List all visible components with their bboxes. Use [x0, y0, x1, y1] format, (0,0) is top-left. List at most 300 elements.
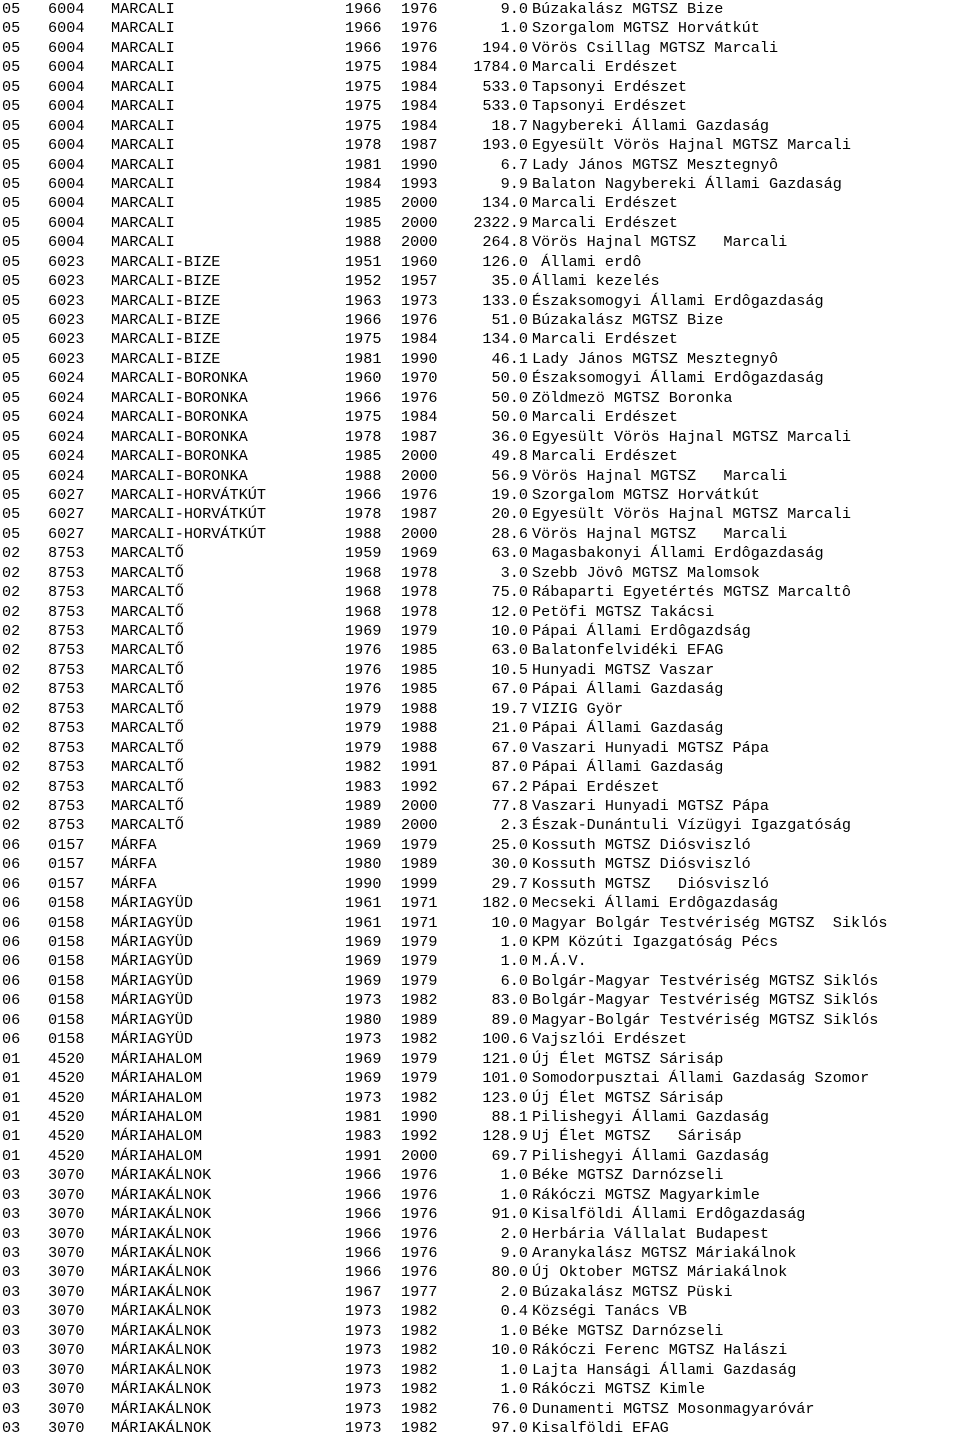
year-to: 1988	[401, 738, 438, 757]
region-code: 03	[2, 1399, 21, 1418]
owner-name: Kossuth MGTSZ Diósviszló	[532, 855, 751, 874]
settlement-name: MARCALTŐ	[111, 583, 184, 602]
area-value: 49.8	[491, 447, 528, 466]
owner-name: Lajta Hansági Állami Gazdaság	[532, 1360, 797, 1379]
owner-name: Balaton Nagybereki Állami Gazdaság	[532, 174, 842, 193]
year-to: 1982	[401, 1380, 438, 1399]
year-from: 1990	[345, 874, 382, 893]
year-to: 1979	[401, 1049, 438, 1068]
year-to: 1984	[401, 116, 438, 135]
settlement-name: MÁRIAKÁLNOK	[111, 1321, 212, 1340]
owner-name: Vörös Hajnal MGTSZ Marcali	[532, 233, 788, 252]
year-to: 1979	[401, 971, 438, 990]
area-value: 1.0	[500, 1166, 528, 1185]
year-to: 1988	[401, 719, 438, 738]
year-from: 1979	[345, 738, 382, 757]
record-row	[2, 816, 960, 835]
settlement-code: 8753	[48, 544, 85, 563]
region-code: 02	[2, 816, 21, 835]
settlement-code: 6004	[48, 194, 85, 213]
record-row	[2, 233, 960, 252]
region-code: 05	[2, 116, 21, 135]
owner-name: Pápai Állami Erdôgazdság	[532, 622, 751, 640]
record-row	[2, 952, 960, 971]
region-code: 03	[2, 1360, 21, 1379]
settlement-name: MARCALI	[111, 136, 175, 155]
settlement-code: 8753	[48, 758, 85, 777]
year-from: 1952	[345, 272, 382, 291]
owner-name: Bolgár-Magyar Testvériség MGTSZ Siklós	[532, 991, 879, 1010]
settlement-code: 8753	[48, 602, 85, 621]
settlement-code: 3070	[48, 1399, 85, 1418]
year-to: 1989	[401, 1010, 438, 1029]
year-to: 2000	[401, 524, 438, 543]
settlement-code: 0158	[48, 971, 85, 990]
record-row	[2, 1050, 960, 1069]
settlement-code: 6004	[48, 58, 85, 77]
settlement-name: MÁRIAKÁLNOK	[111, 1302, 212, 1321]
owner-name: Észak-Dunántuli Vízügyi Igazgatóság	[532, 816, 851, 835]
region-code: 06	[2, 991, 21, 1010]
region-code: 03	[2, 1185, 21, 1204]
owner-name: Szorgalom MGTSZ Horvátkút	[532, 485, 760, 504]
area-value: 194.0	[482, 38, 528, 57]
area-value: 28.6	[491, 524, 528, 543]
year-from: 1966	[345, 1263, 382, 1282]
owner-name: Marcali Erdészet	[532, 408, 678, 427]
year-from: 1978	[345, 136, 382, 155]
region-code: 05	[2, 194, 21, 213]
year-to: 1985	[401, 641, 438, 660]
year-to: 2000	[401, 213, 438, 232]
year-from: 1966	[345, 1185, 382, 1204]
area-value: 80.0	[491, 1263, 528, 1282]
year-to: 1991	[401, 758, 438, 777]
settlement-code: 0158	[48, 933, 85, 951]
settlement-code: 6024	[48, 408, 85, 427]
record-row	[2, 19, 960, 38]
owner-name: Magasbakonyi Állami Erdôgazdaság	[532, 544, 824, 563]
area-value: 67.2	[491, 777, 528, 796]
region-code: 05	[2, 388, 21, 407]
record-row	[2, 39, 960, 58]
settlement-name: MÁRIAKÁLNOK	[111, 1418, 212, 1437]
settlement-name: MÁRIAKÁLNOK	[111, 1244, 212, 1262]
year-from: 1966	[345, 311, 382, 329]
year-from: 1966	[345, 388, 382, 407]
settlement-name: MARCALTŐ	[111, 660, 184, 679]
area-value: 19.0	[491, 485, 528, 504]
settlement-name: MARCALI-BORONKA	[111, 408, 248, 427]
year-from: 1959	[345, 544, 382, 563]
area-value: 1.0	[500, 1185, 528, 1204]
settlement-name: MARCALI-BIZE	[111, 272, 221, 291]
settlement-name: MARCALI-BORONKA	[111, 388, 248, 407]
owner-name: Marcali Erdészet	[532, 58, 678, 77]
record-row	[2, 1302, 960, 1321]
settlement-code: 8753	[48, 660, 85, 679]
settlement-code: 3070	[48, 1341, 85, 1360]
area-value: 101.0	[482, 1069, 528, 1088]
owner-name: Kossuth MGTSZ Diósviszló	[532, 874, 769, 893]
owner-name: Szorgalom MGTSZ Horvátkút	[532, 19, 760, 38]
year-from: 1976	[345, 680, 382, 699]
year-to: 1978	[401, 583, 438, 602]
region-code: 05	[2, 427, 21, 446]
area-value: 36.0	[491, 427, 528, 446]
owner-name: Vörös Csillag MGTSZ Marcali	[532, 38, 779, 57]
settlement-name: MARCALI-BORONKA	[111, 369, 248, 388]
region-code: 01	[2, 1107, 21, 1126]
settlement-name: MÁRIAHALOM	[111, 1146, 203, 1165]
area-value: 2.0	[500, 1224, 528, 1243]
owner-name: Somodorpusztai Állami Gazdaság Szomor	[532, 1069, 870, 1088]
settlement-name: MARCALI-BORONKA	[111, 427, 248, 446]
year-to: 1984	[401, 58, 438, 77]
area-value: 21.0	[491, 719, 528, 738]
area-value: 126.0	[482, 252, 528, 271]
settlement-name: MARCALI	[111, 19, 175, 38]
region-code: 03	[2, 1263, 21, 1282]
settlement-name: MÁRIAGYÜD	[111, 894, 194, 913]
owner-name: Lady János MGTSZ Mesztegnyô	[532, 155, 779, 174]
year-from: 1976	[345, 660, 382, 679]
settlement-name: MÁRIAGYÜD	[111, 971, 194, 990]
record-row	[2, 1069, 960, 1088]
region-code: 03	[2, 1282, 21, 1301]
settlement-code: 3070	[48, 1244, 85, 1262]
year-to: 1976	[401, 1224, 438, 1243]
record-row	[2, 1341, 960, 1360]
settlement-code: 6024	[48, 427, 85, 446]
region-code: 02	[2, 777, 21, 796]
area-value: 3.0	[500, 563, 528, 582]
year-from: 1985	[345, 213, 382, 232]
settlement-name: MARCALI	[111, 194, 175, 213]
owner-name: Vaszari Hunyadi MGTSZ Pápa	[532, 738, 769, 757]
settlement-code: 6004	[48, 0, 85, 18]
region-code: 05	[2, 291, 21, 310]
year-to: 1976	[401, 1166, 438, 1185]
year-from: 1968	[345, 583, 382, 602]
settlement-name: MARCALTŐ	[111, 699, 184, 718]
year-from: 1969	[345, 1049, 382, 1068]
record-row	[2, 875, 960, 894]
settlement-code: 6024	[48, 369, 85, 388]
owner-name: Szebb Jövô MGTSZ Malomsok	[532, 563, 760, 582]
area-value: 76.0	[491, 1399, 528, 1418]
owner-name: Rábaparti Egyetértés MGTSZ Marcaltô	[532, 583, 851, 602]
settlement-name: MÁRIAGYÜD	[111, 991, 194, 1010]
year-to: 1982	[401, 1321, 438, 1340]
year-from: 1979	[345, 699, 382, 718]
settlement-code: 3070	[48, 1185, 85, 1204]
year-to: 1969	[401, 544, 438, 563]
region-code: 05	[2, 485, 21, 504]
owner-name: KPM Közúti Igazgatóság Pécs	[532, 933, 779, 951]
year-from: 1984	[345, 174, 382, 193]
area-value: 6.0	[500, 971, 528, 990]
settlement-code: 8753	[48, 719, 85, 738]
record-row	[2, 680, 960, 699]
year-to: 1978	[401, 563, 438, 582]
settlement-code: 3070	[48, 1302, 85, 1321]
settlement-code: 6004	[48, 19, 85, 38]
year-from: 1969	[345, 971, 382, 990]
owner-name: VIZIG Györ	[532, 699, 624, 718]
year-to: 1992	[401, 777, 438, 796]
owner-name: Magyar-Bolgár Testvériség MGTSZ Siklós	[532, 1010, 879, 1029]
area-value: 1784.0	[473, 58, 528, 77]
record-row	[2, 1108, 960, 1127]
year-to: 1978	[401, 602, 438, 621]
record-row	[2, 330, 960, 349]
region-code: 02	[2, 583, 21, 602]
settlement-name: MARCALI-BIZE	[111, 291, 221, 310]
settlement-code: 8753	[48, 583, 85, 602]
settlement-name: MÁRIAKÁLNOK	[111, 1282, 212, 1301]
year-to: 2000	[401, 466, 438, 485]
year-to: 1979	[401, 622, 438, 640]
record-row	[2, 778, 960, 797]
area-value: 88.1	[491, 1107, 528, 1126]
year-to: 2000	[401, 796, 438, 815]
area-value: 29.7	[491, 874, 528, 893]
year-to: 1982	[401, 1341, 438, 1360]
record-row	[2, 700, 960, 719]
owner-name: Zöldmezö MGTSZ Boronka	[532, 388, 733, 407]
year-to: 1984	[401, 77, 438, 96]
year-from: 1973	[345, 1418, 382, 1437]
year-from: 1975	[345, 77, 382, 96]
region-code: 05	[2, 19, 21, 38]
settlement-code: 3070	[48, 1166, 85, 1185]
record-row	[2, 1089, 960, 1108]
area-value: 264.8	[482, 233, 528, 252]
settlement-code: 4520	[48, 1107, 85, 1126]
settlement-code: 0158	[48, 894, 85, 913]
owner-name: Rákóczi MGTSZ Kimle	[532, 1380, 706, 1399]
year-to: 1990	[401, 155, 438, 174]
region-code: 05	[2, 252, 21, 271]
owner-name: Petöfi MGTSZ Takácsi	[532, 602, 715, 621]
owner-name: Aranykalász MGTSZ Máriakálnok	[532, 1244, 797, 1262]
year-to: 1987	[401, 505, 438, 524]
year-to: 2000	[401, 1146, 438, 1165]
settlement-name: MARCALTŐ	[111, 758, 184, 777]
year-to: 1976	[401, 38, 438, 57]
settlement-code: 3070	[48, 1321, 85, 1340]
year-to: 1970	[401, 369, 438, 388]
settlement-code: 4520	[48, 1146, 85, 1165]
record-row	[2, 292, 960, 311]
area-value: 50.0	[491, 369, 528, 388]
settlement-name: MARCALTŐ	[111, 777, 184, 796]
owner-name: Marcali Erdészet	[532, 447, 678, 466]
record-row	[2, 1225, 960, 1244]
area-value: 1.0	[500, 1380, 528, 1399]
record-row	[2, 369, 960, 388]
settlement-code: 0157	[48, 874, 85, 893]
settlement-name: MARCALTŐ	[111, 622, 184, 640]
record-row	[2, 739, 960, 758]
year-from: 1991	[345, 1146, 382, 1165]
owner-name: Lady János MGTSZ Mesztegnyô	[532, 349, 779, 368]
year-from: 1988	[345, 524, 382, 543]
settlement-name: MÁRIAHALOM	[111, 1107, 203, 1126]
owner-name: Új Élet MGTSZ Sárisáp	[532, 1088, 724, 1107]
owner-name: Állami kezelés	[532, 272, 660, 291]
settlement-name: MARCALI	[111, 77, 175, 96]
settlement-code: 6023	[48, 330, 85, 349]
owner-name: Bolgár-Magyar Testvériség MGTSZ Siklós	[532, 971, 879, 990]
owner-name: Vajszlói Erdészet	[532, 1030, 687, 1049]
year-to: 1960	[401, 252, 438, 271]
owner-name: Egyesült Vörös Hajnal MGTSZ Marcali	[532, 427, 851, 446]
year-from: 1966	[345, 1244, 382, 1262]
year-to: 1976	[401, 485, 438, 504]
year-to: 2000	[401, 194, 438, 213]
year-to: 1979	[401, 933, 438, 951]
settlement-code: 3070	[48, 1263, 85, 1282]
owner-name: Pápai Erdészet	[532, 777, 660, 796]
year-to: 1976	[401, 388, 438, 407]
record-row	[2, 894, 960, 913]
region-code: 03	[2, 1166, 21, 1185]
year-from: 1966	[345, 1205, 382, 1224]
area-value: 9.0	[500, 0, 528, 18]
region-code: 05	[2, 77, 21, 96]
owner-name: Pápai Állami Gazdaság	[532, 758, 724, 777]
year-to: 1982	[401, 991, 438, 1010]
year-to: 1985	[401, 680, 438, 699]
settlement-name: MARCALI-HORVÁTKÚT	[111, 505, 266, 524]
year-from: 1963	[345, 291, 382, 310]
settlement-code: 6023	[48, 252, 85, 271]
settlement-name: MARCALI-BIZE	[111, 349, 221, 368]
region-code: 06	[2, 971, 21, 990]
year-to: 2000	[401, 816, 438, 835]
area-value: 56.9	[491, 466, 528, 485]
area-value: 12.0	[491, 602, 528, 621]
year-to: 1982	[401, 1360, 438, 1379]
record-row	[2, 1244, 960, 1263]
record-row	[2, 156, 960, 175]
settlement-code: 6027	[48, 524, 85, 543]
year-to: 1976	[401, 1205, 438, 1224]
settlement-code: 6004	[48, 155, 85, 174]
area-value: 182.0	[482, 894, 528, 913]
area-value: 123.0	[482, 1088, 528, 1107]
area-value: 134.0	[482, 194, 528, 213]
record-row	[2, 933, 960, 952]
settlement-name: MÁRIAKÁLNOK	[111, 1341, 212, 1360]
owner-name: Hunyadi MGTSZ Vaszar	[532, 660, 715, 679]
year-to: 1976	[401, 1185, 438, 1204]
settlement-name: MARCALI	[111, 0, 175, 18]
area-value: 67.0	[491, 738, 528, 757]
settlement-code: 6004	[48, 174, 85, 193]
year-to: 1990	[401, 1107, 438, 1126]
settlement-code: 8753	[48, 816, 85, 835]
year-to: 1976	[401, 1263, 438, 1282]
record-row	[2, 0, 960, 19]
area-value: 46.1	[491, 349, 528, 368]
year-to: 1987	[401, 427, 438, 446]
year-to: 1984	[401, 330, 438, 349]
area-value: 0.4	[500, 1302, 528, 1321]
owner-name: Rákóczi Ferenc MGTSZ Halászi	[532, 1341, 788, 1360]
settlement-name: MARCALI-BIZE	[111, 330, 221, 349]
year-to: 1982	[401, 1302, 438, 1321]
record-row	[2, 253, 960, 272]
settlement-name: MARCALI	[111, 213, 175, 232]
owner-name: Marcali Erdészet	[532, 330, 678, 349]
owner-name: Búzakalász MGTSZ Bize	[532, 311, 724, 329]
record-row	[2, 758, 960, 777]
area-value: 69.7	[491, 1146, 528, 1165]
settlement-code: 6004	[48, 136, 85, 155]
area-value: 51.0	[491, 311, 528, 329]
settlement-name: MÁRFA	[111, 835, 157, 854]
region-code: 05	[2, 58, 21, 77]
area-value: 6.7	[500, 155, 528, 174]
area-value: 18.7	[491, 116, 528, 135]
area-value: 50.0	[491, 388, 528, 407]
record-row	[2, 389, 960, 408]
owner-name: Pilishegyi Állami Gazdaság	[532, 1107, 769, 1126]
year-from: 1969	[345, 622, 382, 640]
year-from: 1967	[345, 1282, 382, 1301]
settlement-code: 8753	[48, 738, 85, 757]
region-code: 05	[2, 311, 21, 329]
region-code: 03	[2, 1205, 21, 1224]
region-code: 05	[2, 272, 21, 291]
owner-name: Pápai Állami Gazdaság	[532, 719, 724, 738]
settlement-name: MÁRIAHALOM	[111, 1049, 203, 1068]
settlement-name: MARCALTŐ	[111, 680, 184, 699]
owner-name: Új Oktober MGTSZ Máriakálnok	[532, 1263, 788, 1282]
record-row	[2, 603, 960, 622]
year-from: 1981	[345, 155, 382, 174]
owner-name: Tapsonyi Erdészet	[532, 97, 687, 116]
settlement-name: MARCALTŐ	[111, 816, 184, 835]
year-from: 1976	[345, 641, 382, 660]
year-from: 1975	[345, 408, 382, 427]
year-from: 1983	[345, 1127, 382, 1146]
settlement-name: MARCALTŐ	[111, 563, 184, 582]
year-from: 1966	[345, 38, 382, 57]
year-from: 1989	[345, 796, 382, 815]
region-code: 01	[2, 1069, 21, 1088]
area-value: 20.0	[491, 505, 528, 524]
owner-name: Búzakalász MGTSZ Püski	[532, 1282, 733, 1301]
year-to: 2000	[401, 233, 438, 252]
year-from: 1951	[345, 252, 382, 271]
settlement-name: MÁRIAKÁLNOK	[111, 1360, 212, 1379]
area-value: 1.0	[500, 952, 528, 971]
owner-name: Herbária Vállalat Budapest	[532, 1224, 769, 1243]
settlement-code: 0158	[48, 991, 85, 1010]
year-from: 1985	[345, 194, 382, 213]
area-value: 10.0	[491, 622, 528, 640]
area-value: 10.0	[491, 1341, 528, 1360]
record-row	[2, 564, 960, 583]
area-value: 2.3	[500, 816, 528, 835]
settlement-code: 3070	[48, 1418, 85, 1437]
record-row	[2, 117, 960, 136]
settlement-code: 6004	[48, 213, 85, 232]
